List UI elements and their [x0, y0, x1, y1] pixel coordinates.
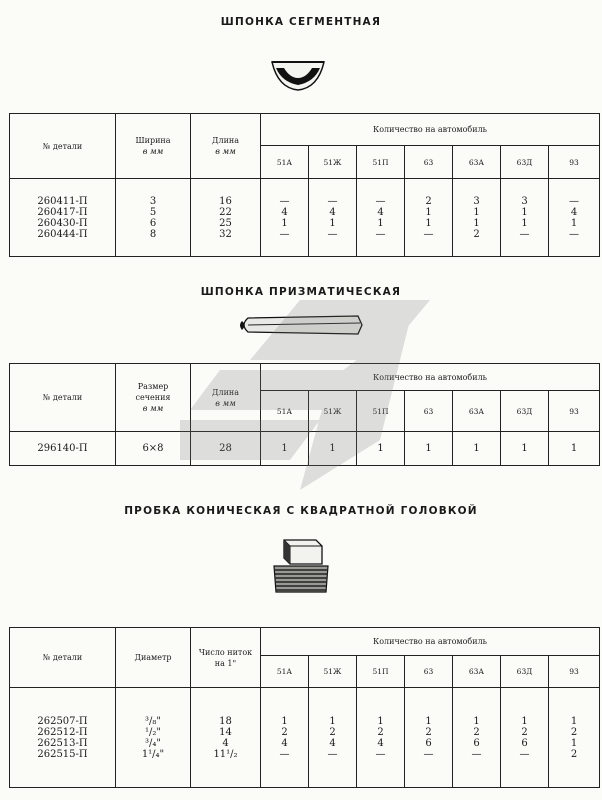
- length-header: Длина в мм: [191, 114, 261, 179]
- quantity-cell: 1: [405, 432, 453, 466]
- part-number-column: 262507-П 262512-П 262513-П 262515-П: [10, 688, 116, 788]
- diameter-column: ³/₈" ¹/₂" ³/₄" 1¹/₄": [116, 688, 191, 788]
- part-number-cell: 296140-П: [10, 432, 116, 466]
- quantity-column: — 4 1 —: [309, 179, 357, 257]
- part-number-header: № детали: [10, 364, 116, 432]
- model-header: 63Д: [501, 656, 549, 688]
- tapered-plug-illustration: [268, 536, 334, 596]
- prismatic-key-illustration: [236, 312, 366, 338]
- model-header: 51А: [261, 656, 309, 688]
- model-header: 51П: [357, 656, 405, 688]
- quantity-cell: 1: [453, 432, 501, 466]
- quantity-header: Количество на автомобиль: [261, 114, 600, 146]
- model-header: 93: [549, 146, 600, 179]
- model-header: 51А: [261, 391, 309, 432]
- model-header: 93: [549, 391, 600, 432]
- model-header: 63А: [453, 146, 501, 179]
- quantity-column: 1 2 4 —: [261, 688, 309, 788]
- quantity-column: 1 2 4 —: [357, 688, 405, 788]
- model-header: 93: [549, 656, 600, 688]
- quantity-column: 1 2 1 2: [549, 688, 600, 788]
- model-header: 51П: [357, 391, 405, 432]
- width-header: Ширина в мм: [116, 114, 191, 179]
- section-size-cell: 6×8: [116, 432, 191, 466]
- model-header: 63: [405, 146, 453, 179]
- quantity-column: — 4 1 —: [261, 179, 309, 257]
- quantity-column: 1 2 6 —: [405, 688, 453, 788]
- threads-per-inch-column: 18 14 4 11¹/₂: [191, 688, 261, 788]
- prismatic-key-table: [9, 363, 600, 466]
- length-header: Длина в мм: [191, 364, 261, 432]
- part-number-column: 260411-П 260417-П 260430-П 260444-П: [10, 179, 116, 257]
- quantity-column: 1 2 6 —: [453, 688, 501, 788]
- section-title-tapered-plug: ПРОБКА КОНИЧЕСКАЯ С КВАДРАТНОЙ ГОЛОВКОЙ: [124, 505, 478, 517]
- segment-key-table: [9, 113, 600, 257]
- section-title-segment-key: ШПОНКА СЕГМЕНТНАЯ: [220, 16, 382, 28]
- model-header: 63Д: [501, 146, 549, 179]
- quantity-column: — 4 1 —: [549, 179, 600, 257]
- model-header: 63Д: [501, 391, 549, 432]
- quantity-cell: 1: [549, 432, 600, 466]
- quantity-header: Количество на автомобиль: [261, 364, 600, 391]
- quantity-header: Количество на автомобиль: [261, 628, 600, 656]
- model-header: 63: [405, 656, 453, 688]
- diameter-header: Диаметр: [116, 628, 191, 688]
- width-column: 3 5 6 8: [116, 179, 191, 257]
- part-number-header: № детали: [10, 114, 116, 179]
- quantity-column: 1 2 6 —: [501, 688, 549, 788]
- quantity-cell: 1: [501, 432, 549, 466]
- length-column: 16 22 25 32: [191, 179, 261, 257]
- quantity-cell: 1: [261, 432, 309, 466]
- part-number-header: № детали: [10, 628, 116, 688]
- section-title-prismatic-key: ШПОНКА ПРИЗМАТИЧЕСКАЯ: [200, 286, 402, 298]
- segment-key-illustration: [268, 52, 328, 94]
- quantity-column: 3 1 1 —: [501, 179, 549, 257]
- quantity-column: 1 2 4 —: [309, 688, 357, 788]
- model-header: 51П: [357, 146, 405, 179]
- model-header: 51Ж: [309, 146, 357, 179]
- quantity-cell: 1: [357, 432, 405, 466]
- section-size-header: Размер сечения в мм: [116, 364, 191, 432]
- model-header: 51Ж: [309, 656, 357, 688]
- tapered-plug-table: [9, 627, 600, 788]
- length-cell: 28: [191, 432, 261, 466]
- model-header: 63А: [453, 656, 501, 688]
- threads-per-inch-header: Число ниток на 1": [191, 628, 261, 688]
- model-header: 51А: [261, 146, 309, 179]
- model-header: 63: [405, 391, 453, 432]
- quantity-cell: 1: [309, 432, 357, 466]
- model-header: 51Ж: [309, 391, 357, 432]
- quantity-column: 3 1 1 2: [453, 179, 501, 257]
- quantity-column: 2 1 1 —: [405, 179, 453, 257]
- quantity-column: — 4 1 —: [357, 179, 405, 257]
- model-header: 63А: [453, 391, 501, 432]
